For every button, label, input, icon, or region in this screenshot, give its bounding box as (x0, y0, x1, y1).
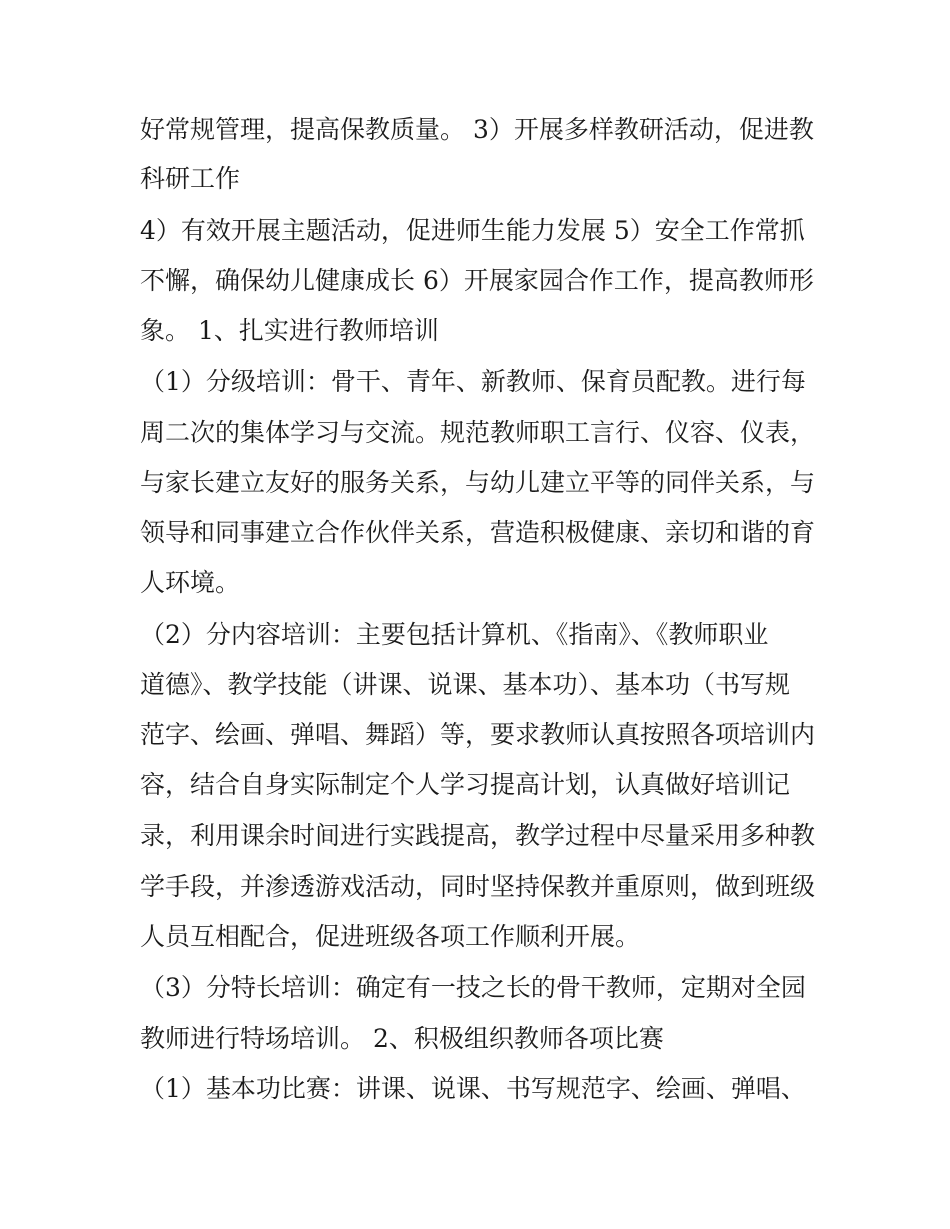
text-line: 录，利用课余时间进行实践提高，教学过程中尽量采用多种教 (140, 821, 816, 850)
text-line: 象。 1、扎实进行教师培训 (140, 316, 439, 345)
text-line: 科研工作 (140, 164, 241, 193)
text-line: 4）有效开展主题活动，促进师生能力发展 5）安全工作常抓 (140, 216, 805, 245)
text-line: 道德》、教学技能（讲课、说课、基本功）、基本功（书写规 (140, 670, 791, 699)
text-line: （2）分内容培训：主要包括计算机、《指南》、《教师职业 (140, 620, 769, 649)
text-line: （1）分级培训：骨干、青年、新教师、保育员配教。进行每 (140, 367, 806, 396)
text-line: 与家长建立友好的服务关系，与幼儿建立平等的同伴关系，与 (140, 468, 816, 497)
text-line: （3）分特长培训：确定有一技之长的骨干教师，定期对全园 (140, 973, 806, 1002)
text-line: 周二次的集体学习与交流。规范教师职工言行、仪容、仪表， (140, 418, 816, 447)
text-line: 教师进行特场培训。 2、积极组织教师各项比赛 (140, 1024, 664, 1053)
text-line: 容，结合自身实际制定个人学习提高计划，认真做好培训记 (140, 770, 791, 799)
text-line: 人员互相配合，促进班级各项工作顺利开展。 (140, 922, 641, 951)
text-line: 范字、绘画、弹唱、舞蹈）等，要求教师认真按照各项培训内 (140, 720, 816, 749)
text-line: 好常规管理，提高保教质量。 3）开展多样教研活动，促进教 (140, 115, 814, 144)
text-line: （1）基本功比赛：讲课、说课、书写规范字、绘画、弹唱、 (140, 1074, 806, 1103)
text-line: 领导和同事建立合作伙伴关系，营造积极健康、亲切和谐的育 (140, 518, 816, 547)
text-line: 不懈，确保幼儿健康成长 6）开展家园合作工作，提高教师形 (140, 266, 814, 295)
text-line: 人环境。 (140, 568, 241, 597)
text-line: 学手段，并渗透游戏活动，同时坚持保教并重原则，做到班级 (140, 872, 816, 901)
